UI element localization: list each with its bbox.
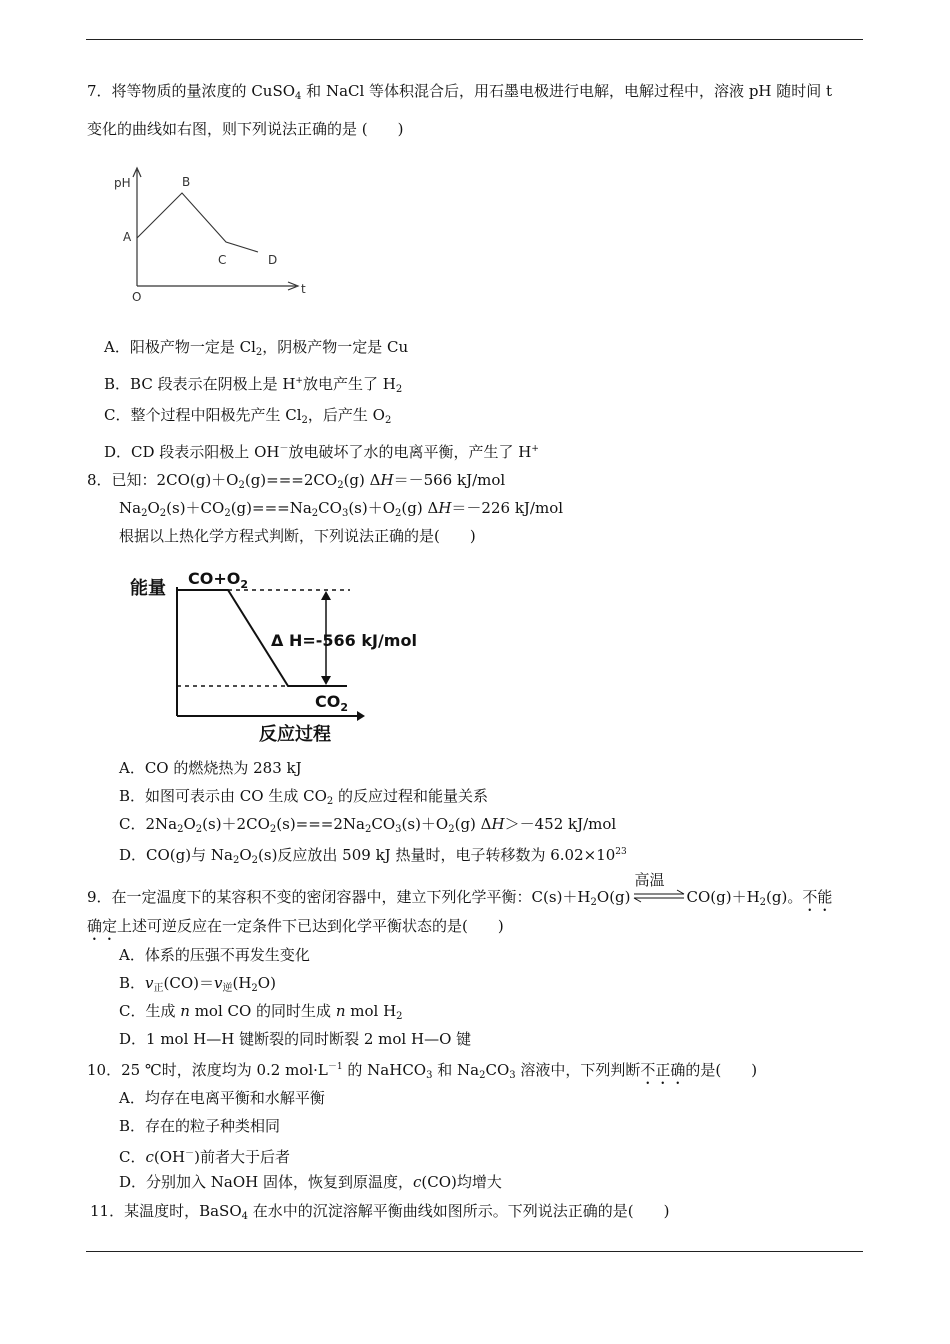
q9-equilibrium-arrow <box>631 871 687 906</box>
q7-stem-line1: 7．将等物质的量浓度的 CuSO$_4$ 和 NaCl 等体积混合后，用石墨电极进行电解，电解过程中，溶液 pH 随时间 t <box>87 82 833 102</box>
q8-option-b: B．如图可表示由 CO 生成 $CO_2$ 的反应过程和能量关系 <box>119 787 489 807</box>
q7-graph-ylabel: pH <box>114 176 131 190</box>
q8-equation-1: 8．已知：$2CO(g)+O_2(g)===2CO_2(g)$ ΔH＝－566 kJ/mol <box>87 471 506 491</box>
q8-top-label: $CO+O_2$ <box>188 569 249 591</box>
q7-graph-xlabel: t <box>301 282 306 296</box>
q7-point-b: B <box>182 175 191 189</box>
q10-option-b: B．存在的粒子种类相同 <box>119 1117 281 1135</box>
q9-option-c: C．生成 n mol CO 的同时生成 n mol $H_2$ <box>119 1002 403 1022</box>
q7-ph-graph <box>108 160 318 310</box>
q9-stem-line2: 确定上述可逆反应在一定条件下已达到化学平衡状态的是( ) <box>87 917 504 935</box>
q8-option-c: C．$2Na_2O_2(s)+2CO_2(s)===2Na_2CO_3(s)+O_2(g)$ ΔH＞－452 kJ/mol <box>119 815 617 835</box>
q7-point-a: A <box>123 230 132 244</box>
q9-condition-label: 高温 <box>634 871 665 889</box>
bottom-rule <box>86 1251 863 1252</box>
q7-point-c: C <box>218 253 227 267</box>
q8-equation-2: $Na_2O_2(s)+CO_2(g)===Na_2CO_3(s)+O_2(g)$ ΔH＝－226 kJ/mol <box>119 499 564 519</box>
q7-stem-line2: 变化的曲线如右图，则下列说法正确的是 ( ) <box>87 120 404 138</box>
q10-stem: 10．25 ℃时，浓度均为 0.2 $mol\cdot L^{-1}$ 的 NaHCO$_3$ 和 $Na_2CO_3$ 溶液中，下列判断不正确的是( ) <box>87 1061 758 1081</box>
q9-option-d: D．1 mol H—H 键断裂的同时断裂 2 mol H—O 键 <box>119 1030 472 1048</box>
q7-option-c: C．整个过程中阳极先产生 $Cl_2$，后产生 $O_2$ <box>104 406 392 426</box>
q9-option-b: B．$v_正(CO)=v_逆(H_2O)$ <box>119 974 276 994</box>
q7-point-d: D <box>268 253 278 267</box>
q8-option-d: D．CO(g)与 $Na_2O_2(s)$反应放出 509 kJ 热量时，电子转移数为 $6.02\times 10^{23}$ <box>119 846 627 866</box>
q8-diagram-xlabel: 反应过程 <box>259 724 331 745</box>
q8-option-a: A．CO 的燃烧热为 283 kJ <box>119 759 302 777</box>
q8-delta-h-label: Δ H=-566 kJ/mol <box>271 631 417 650</box>
q8-stem: 根据以上热化学方程式判断，下列说法正确的是( ) <box>119 527 476 545</box>
q10-option-c: C．c(OH－)前者大于后者 <box>119 1148 290 1166</box>
q8-bottom-label: $CO_2$ <box>315 692 348 714</box>
q7-option-a: A．阳极产物一定是 $Cl_2$，阴极产物一定是 Cu <box>104 338 409 358</box>
q9-stem-line1: 9．在一定温度下的某容积不变的密闭容器中，建立下列化学平衡：$C(s)+H_2O(g)$ 高温 $CO(g)+H_2(g)$。不能 <box>87 871 833 908</box>
q7-graph-origin: O <box>132 290 142 304</box>
q10-option-a: A．均存在电离平衡和水解平衡 <box>119 1089 325 1107</box>
q7-option-b: B．BC 段表示在阴极上是 H+放电产生了 $H_2$ <box>104 375 403 395</box>
q9-option-a: A．体系的压强不再发生变化 <box>119 946 310 964</box>
q8-energy-diagram <box>125 562 425 747</box>
q8-diagram-ylabel: 能量 <box>130 578 166 599</box>
q10-option-d: D．分别加入 NaOH 固体，恢复到原温度，c(CO)均增大 <box>119 1173 502 1191</box>
q7-option-d: D．CD 段表示阳极上 OH－放电破坏了水的电离平衡，产生了 H+ <box>104 443 539 461</box>
q11-stem: 11．某温度时，BaSO$_4$ 在水中的沉淀溶解平衡曲线如图所示。下列说法正确的是( ) <box>90 1202 670 1222</box>
top-rule <box>86 39 863 40</box>
